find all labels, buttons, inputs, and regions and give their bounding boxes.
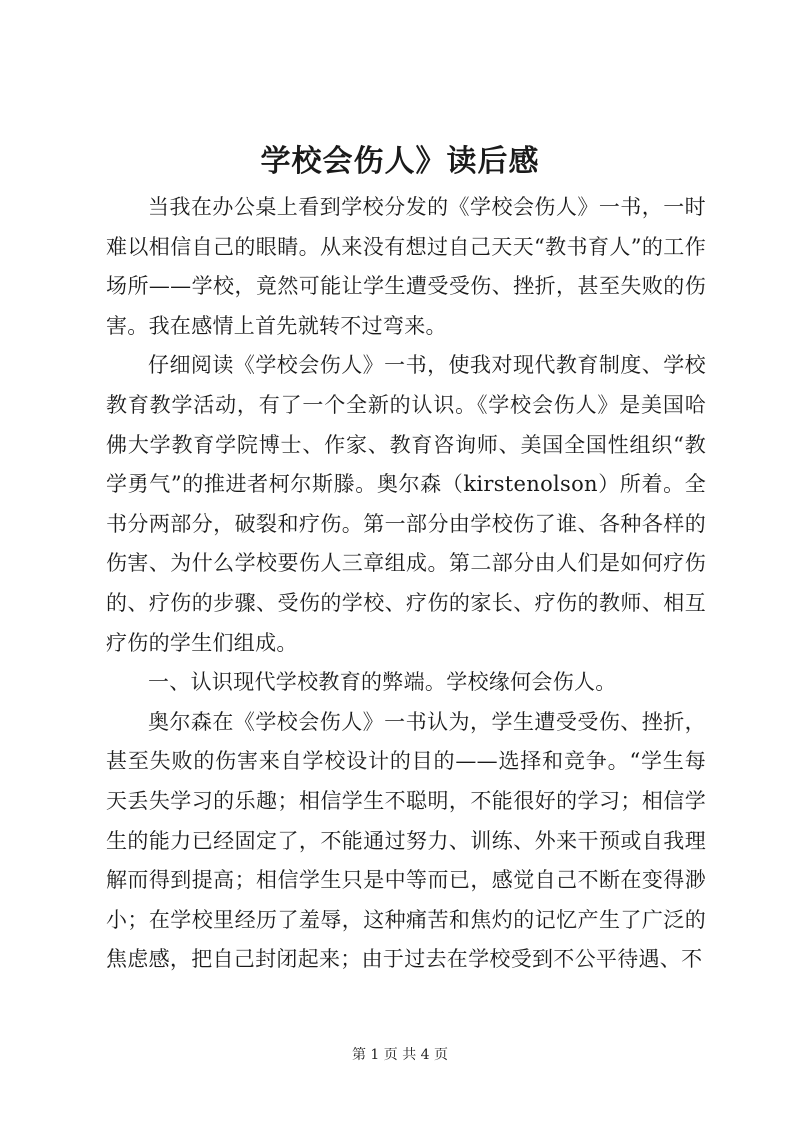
paragraph-3: 奥尔森在《学校会伤人》一书认为，学生遭受受伤、挫折，甚至失败的伤害来自学校设计的目的——选择和竞争。“学生每天丢失学习的乐趣；相信学生不聪明，不能很好的学习；相信学生的能力已经固定了，不能通过努力、训练、外来干预或自我理解而得到提高；相信学生只是中等而已，感觉自己不断在变得渺小；在学校里经历了羞辱，这种痛苦和焦灼的记忆产生了广泛的焦虑感，把自己封闭起来；由于过去在学校受到不公平待遇、不: [106, 709, 706, 972]
paragraph-1: 当我在办公桌上看到学校分发的《学校会伤人》一书，一时难以相信自己的眼睛。从来没有想过自己天天“教书育人”的工作场所——学校，竟然可能让学生遭受受伤、挫折，甚至失败的伤害。我在感情上首先就转不过弯来。: [106, 195, 706, 338]
paragraph-2: 仔细阅读《学校会伤人》一书，使我对现代教育制度、学校教育教学活动，有了一个全新的认识。《学校会伤人》是美国哈佛大学教育学院博士、作家、教育咨询师、美国全国性组织“教学勇气”的推进者柯尔斯滕。奥尔森（kirstenolson）所着。全书分两部分，破裂和疗伤。第一部分由学校伤了谁、各种各样的伤害、为什么学校要伤人三章组成。第二部分由人们是如何疗伤的、疗伤的步骤、受伤的学校、疗伤的家长、疗伤的教师、相互疗伤的学生们组成。: [106, 353, 706, 655]
page-number-footer: 第 1 页 共 4 页: [351, 1047, 449, 1063]
document-title: 学校会伤人》读后感: [260, 144, 540, 179]
document-body: [106, 188, 706, 980]
section-heading-1: 一、认识现代学校教育的弊端。学校缘何会伤人。: [148, 670, 617, 695]
